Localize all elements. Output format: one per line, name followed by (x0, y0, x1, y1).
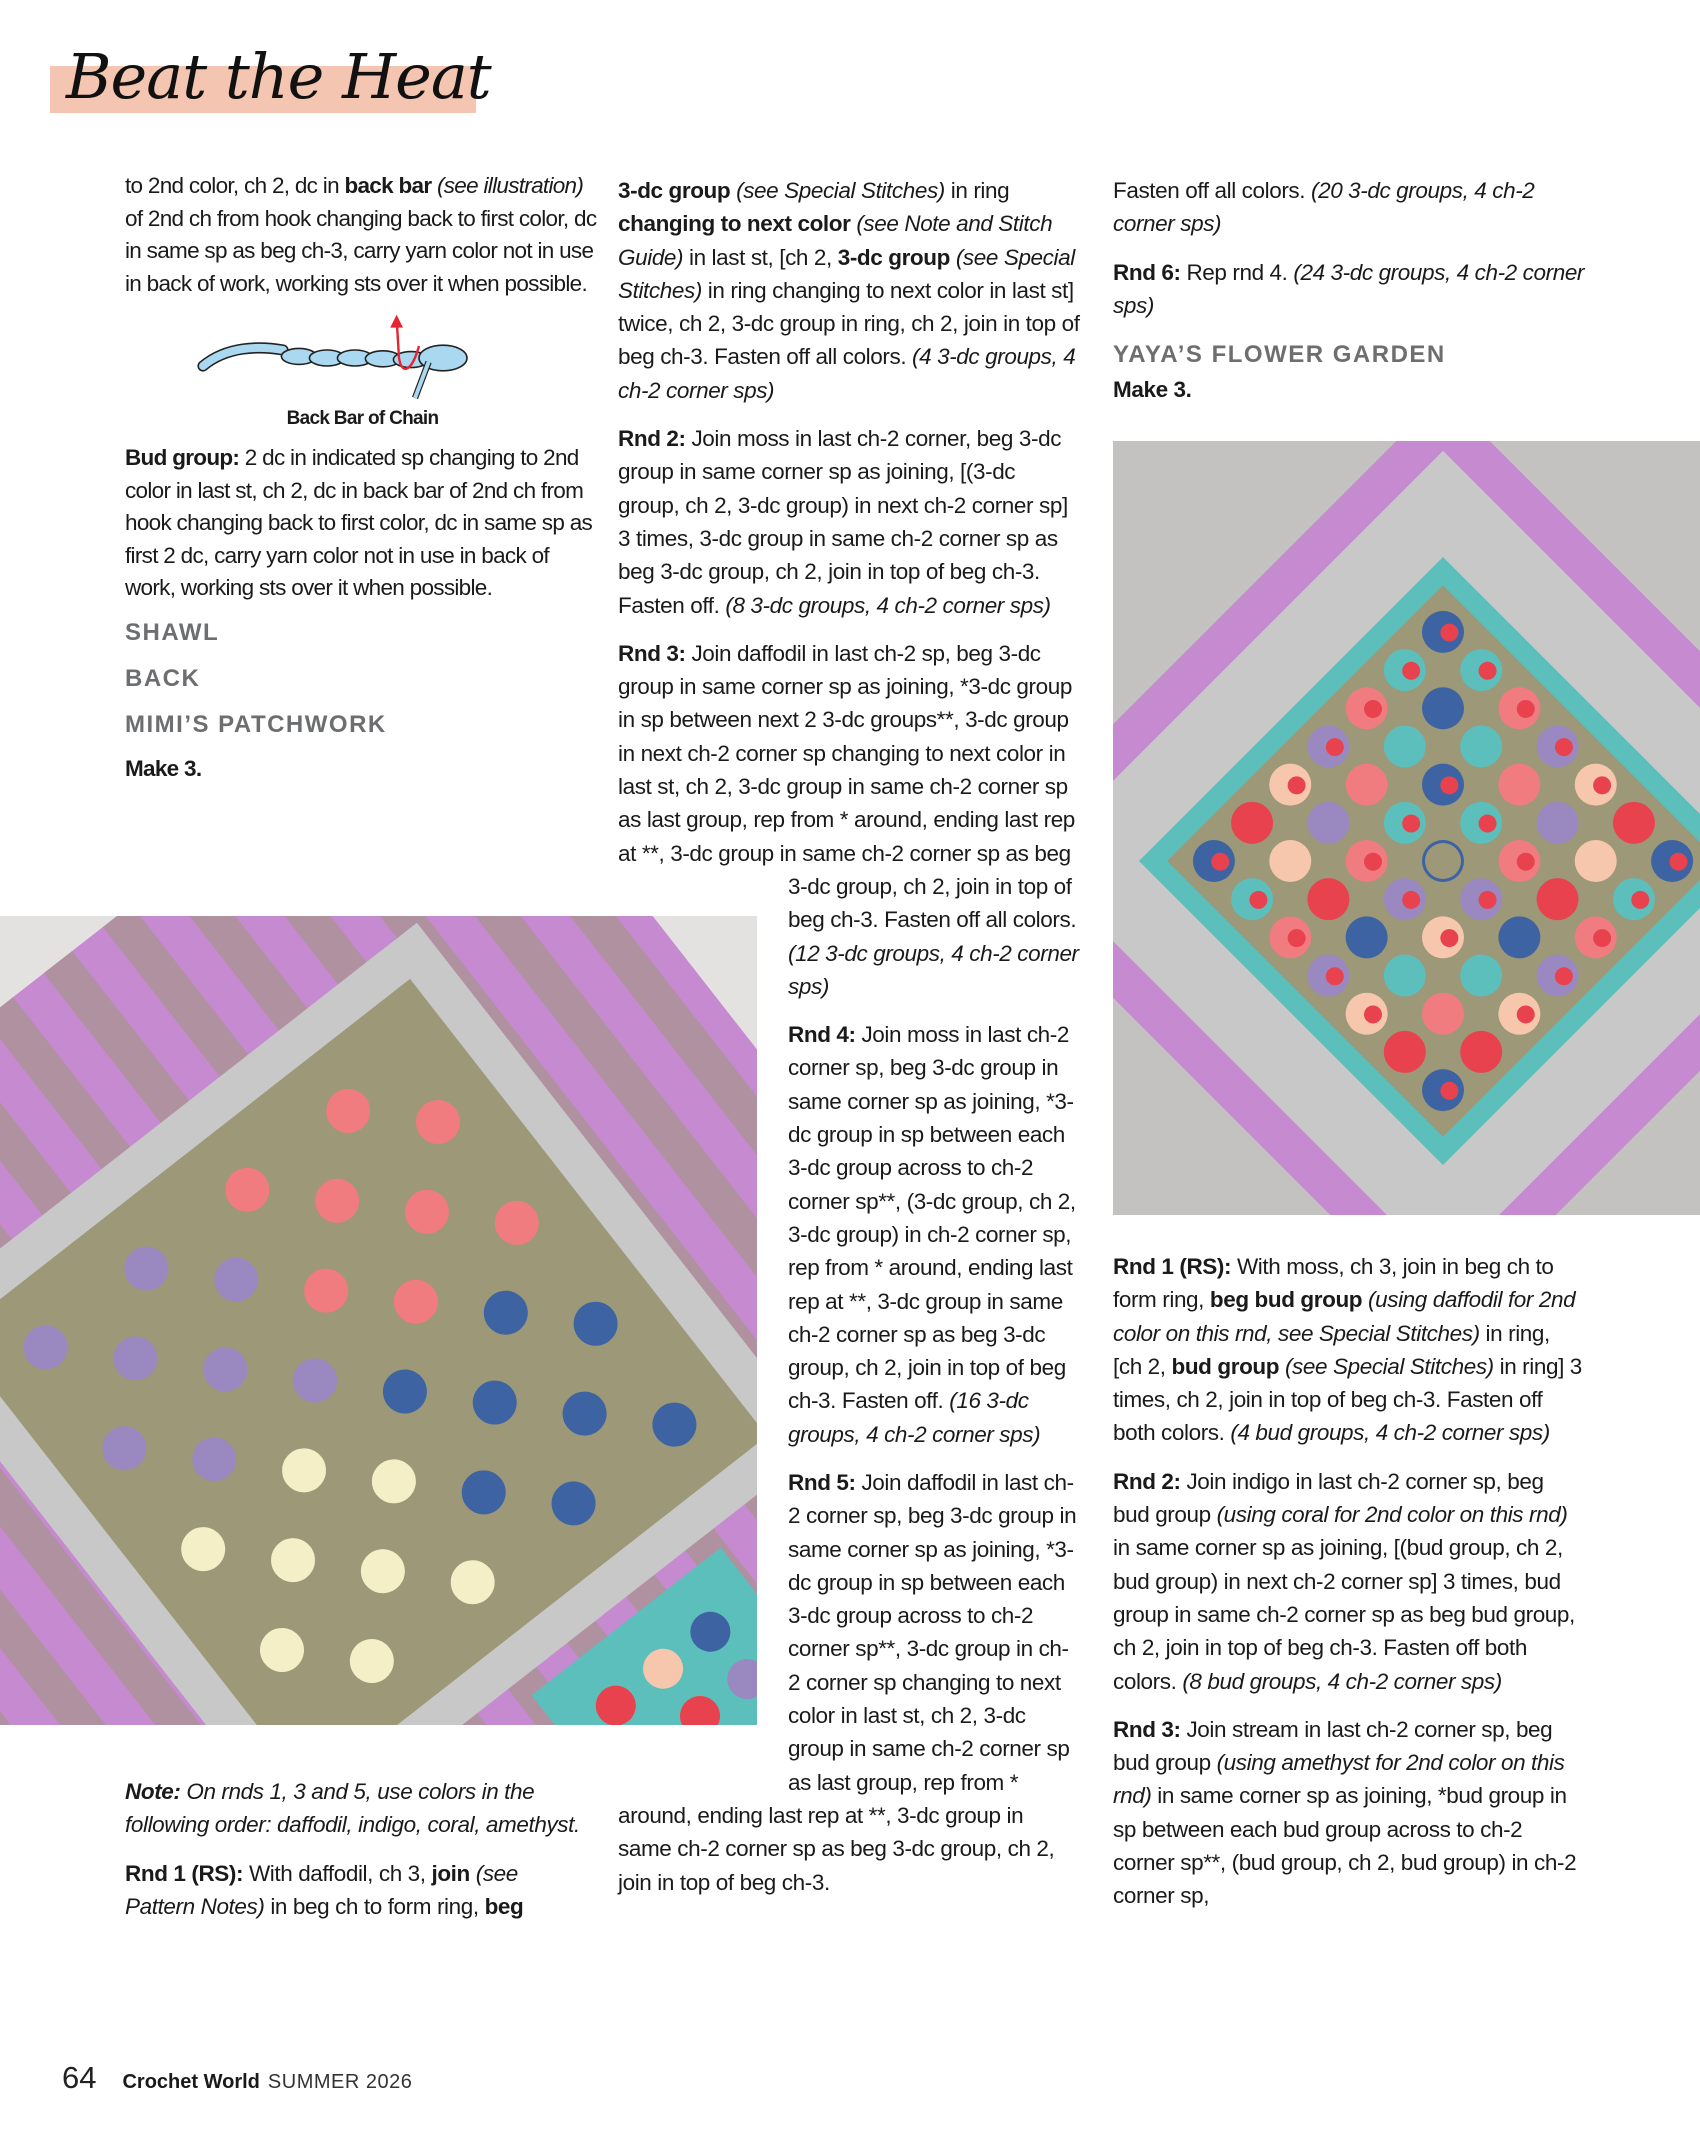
make-count: Make 3. (125, 755, 202, 781)
bold-run: Rnd 2: (618, 426, 686, 452)
bold-run: Rnd 6: (1113, 259, 1181, 285)
text-run: Join daffodil in last ch-2 sp, beg 3-dc group in same corner sp as joining, *3-dc group in sp between next 2 3-dc groups**, 3-dc group in next ch-2 corner sp changing to next color in last st, ch 2, 3-dc group in same ch-2 corner sp as last group, rep from * around, ending last rep at **, 3-dc group in same ch-2 corner sp as beg 3-dc group, ch 2, join in top of beg ch-3. Fasten off all colors. (618, 640, 1077, 933)
page-footer (62, 2060, 412, 2096)
text-run: Join daffodil in last ch-2 corner sp, beg 3-dc group in same corner sp as joining, *3-dc group in sp between each 3-dc group across to ch-2 corner sp**, 3-dc group in ch-2 corner sp changing to next color in last st, ch 2, 3-dc group in same ch-2 corner sp as last group, rep from * around, ending last rep at **, 3-dc group in same ch-2 corner sp as beg 3-dc group, ch 2, join in top of beg ch-3. (618, 1469, 1077, 1895)
italic-run: (4 bud groups, 4 ch-2 corner sps) (1230, 1420, 1550, 1446)
text-run: in ring changing to next color in last st] twice, ch 2, 3-dc group in ring, ch 2, join in top of beg ch-3. Fasten off all colors. (618, 277, 1080, 370)
paragraph (125, 442, 600, 605)
bold-run: 3-dc group (618, 178, 731, 203)
column-1-bottom (125, 1775, 585, 1938)
paragraph (1113, 174, 1598, 241)
section-heading: SHAWL (125, 618, 220, 646)
text-run: With daffodil, ch 3, (243, 1860, 432, 1886)
bold-run: Rnd 2: (1113, 1468, 1181, 1494)
column-1-top (125, 170, 600, 795)
italic-run: (see Special Stitches) (618, 244, 1075, 303)
text-run: in ring] 3 times, ch 2, join in top of beg ch-3. Fasten off both colors. (1113, 1353, 1582, 1446)
text-run: With moss, ch 3, join in beg ch to form ring, (1113, 1254, 1554, 1313)
paragraph (125, 170, 600, 300)
italic-run: (4 3-dc groups, 4 ch-2 corner sps) (618, 344, 1076, 403)
page-title: Beat the Heat (66, 40, 491, 113)
text-run: Join moss in last ch-2 corner, beg 3-dc group in same corner sp as joining, [(3-dc group, ch 2, 3-dc group) in next ch-2 corner sp] 3 times, 3-dc group in same ch-2 corner sp as beg 3-dc group, ch 2, join in top of beg ch-3. Fasten off. (618, 426, 1068, 618)
text-run: 2 dc in indicated sp changing to 2nd color in last st, ch 2, dc in back bar of 2nd ch from hook changing back to first color, dc in same sp as first 2 dc, carry yarn color not in use in back of work, working sts over it when possible. (125, 445, 593, 600)
paragraph (1113, 1250, 1583, 1450)
text-run: Join moss in last ch-2 corner sp, beg 3-dc group in same corner sp as joining, *3-dc group in sp between each 3-dc group across to ch-2 corner sp**, (3-dc group, ch 2, 3-dc group) in ch-2 corner sp, rep from * around, ending last rep at **, 3-dc group in same ch-2 corner sp as beg 3-dc group, ch 2, join in top of beg ch-3. Fasten off. (788, 1022, 1076, 1414)
italic-run: (8 bud groups, 4 ch-2 corner sps) (1182, 1668, 1502, 1694)
section-heading: MIMI’S PATCHWORK (125, 710, 387, 738)
note-paragraph (125, 1775, 585, 1842)
italic-run: (24 3-dc groups, 4 ch-2 corner sps) (1113, 259, 1585, 318)
italic-run: (see Note and Stitch Guide) (618, 211, 1053, 270)
bold-run: Rnd 1 (RS): (1113, 1254, 1232, 1279)
italic-run: (see Special Stitches) (730, 178, 945, 203)
italic-run: (see illustration) (431, 173, 584, 198)
text-run: Join stream in last ch-2 corner sp, beg bud group (1113, 1716, 1553, 1776)
bold-run: join (431, 1860, 470, 1886)
section-heading: BACK (125, 664, 201, 692)
text-run: Join indigo in last ch-2 corner sp, beg bud group (1113, 1468, 1544, 1528)
issue-date: SUMMER 2026 (267, 2071, 413, 2093)
paragraph (1113, 1465, 1583, 1698)
paragraph (1113, 256, 1598, 323)
paragraph (618, 174, 1080, 407)
italic-run: (see Pattern Notes) (125, 1860, 518, 1919)
figure-caption: Back Bar of Chain (286, 408, 439, 429)
italic-run: On rnds 1, 3 and 5, use colors in the following order: daffodil, indigo, coral, amethyst. (125, 1779, 580, 1838)
section-heading: YAYA’S FLOWER GARDEN (1113, 341, 1446, 369)
text-run: in same corner sp as joining, *bud group in sp between each bud group across to ch-2 corner sp**, (bud group, ch 2, bud group) in ch-2 corner sp, (1113, 1783, 1577, 1909)
italic-run: (16 3-dc groups, 4 ch-2 corner sps) (788, 1388, 1041, 1447)
italic-run: (see Special Stitches) (1279, 1353, 1494, 1379)
text-run: to 2nd color, ch 2, dc in (125, 173, 345, 198)
paragraph (125, 1857, 585, 1924)
page-number: 64 (62, 2060, 97, 2095)
bold-run: back bar (344, 173, 432, 198)
column-2 (618, 174, 1080, 1914)
italic-run: (20 3-dc groups, 4 ch-2 corner sps) (1113, 178, 1535, 237)
italic-run: (8 3-dc groups, 4 ch-2 corner sps) (725, 592, 1051, 618)
text-run: of 2nd ch from hook changing back to first color, dc in same sp as beg ch-3, carry yarn color not in use in back of work, working sts over it when possible. (125, 205, 597, 296)
paragraph (1113, 1713, 1583, 1913)
back-bar-illustration (125, 310, 600, 406)
column-3-top (1113, 174, 1598, 406)
italic-run: (using daffodil for 2nd color on this rnd, see Special Stitches) (1113, 1287, 1576, 1346)
italic-run: (using coral for 2nd color on this rnd) (1216, 1502, 1568, 1528)
bold-run: bud group (1171, 1353, 1280, 1379)
text-run: Fasten off all colors. (1113, 178, 1311, 203)
bold-run: Note: (125, 1779, 181, 1804)
bold-run: beg (484, 1893, 524, 1919)
italic-run: (using amethyst for 2nd color on this rnd) (1113, 1750, 1565, 1809)
text-run: in same corner sp as joining, [(bud group, ch 2, bud group) in next ch-2 corner sp] 3 times, bud group in same ch-2 corner sp as beg bud group, ch 2, join in top of beg ch-3. Fasten off both colors. (1113, 1535, 1575, 1694)
bold-run: Bud group: (125, 445, 240, 470)
magazine-name: Crochet World (122, 2071, 260, 2093)
bold-run: Rnd 3: (1113, 1716, 1181, 1742)
bold-run: Rnd 3: (618, 640, 686, 666)
text-run: in beg ch to form ring, (264, 1893, 485, 1919)
bold-run: Rnd 5: (788, 1469, 856, 1495)
bold-run: changing to next color (618, 211, 851, 237)
paragraph (618, 422, 1080, 622)
italic-run: (12 3-dc groups, 4 ch-2 corner sps) (788, 940, 1079, 999)
bold-run: beg bud group (1209, 1287, 1363, 1313)
column-3-bottom (1113, 1250, 1583, 1928)
bold-run: Rnd 4: (788, 1022, 856, 1048)
text-run: in last st, [ch 2, (683, 244, 838, 270)
make-count: Make 3. (1113, 377, 1192, 403)
bold-run: Rnd 1 (RS): (125, 1860, 244, 1886)
text-run: in ring (944, 178, 1010, 203)
yayas-flower-garden-photo (1113, 441, 1700, 1215)
bold-run: 3-dc group (837, 244, 950, 270)
text-run: Rep rnd 4. (1180, 259, 1294, 285)
text-run: in ring, [ch 2, (1113, 1320, 1550, 1379)
